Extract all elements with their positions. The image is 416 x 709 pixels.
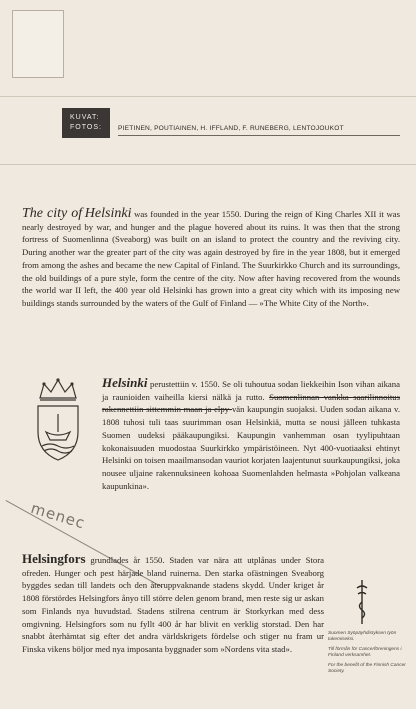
cancer-society-note [328, 631, 408, 678]
handwritten-signature: menec [28, 499, 88, 533]
finnish-body-part2: vän kaupungin suojaksi. Uuden sodan aikana v. 1808 tuhosi tuli taas suurimman osan Helsinkiä, mutta se nousi jälleen tuhkasta Suomen uudeksi pääkaupungiksi. Kaupungin vanhemman osan tyylipuhtaan kokonaisuuden muodostaa Suurkirkko ympäristöineen. Nyt 400-vuotiaaksi ehtinyt Helsinki on toisen maailmansodan vauriot korjaten laajentunut suurkaupungiksi, joka nousee uljaine rakennuksineen kohoaa Suomenlahden helmasta »Pohjolan valkeana kaupunkina». [102, 404, 400, 491]
credits-names: PIETINEN, POUTIAINEN, H. IFFLAND, F. RUNEBERG, LENTOJOUKOT [118, 125, 344, 132]
english-paragraph [22, 208, 400, 310]
credits-label-line1: KUVAT: [70, 114, 100, 121]
swedish-body: grundlades år 1550. Staden var nära att utplånas under Stora ofreden. Hunger och pest härjade bland ruinerna. Den starka ofästningen Sveaborg byggdes sedan till landets och den återuppvaknande stadens skydd. Under kriget år 1808 förstördes Helsingfors ånyo till större delen genom brand, men reste sig ur askan som Finlands nya huvudstad. Stadens stilrena centrum är Storkyrkan med dess omgivning. Helsingfors som nu fyllt 400 år har blivit en verklig storstad. Den har snabbt återhämtat sig efter det andra världskrigets fördelse och stiger nu fram ur Finska vikens böljor med nya imposanta byggnader som »Nordens vita stad». [22, 555, 324, 654]
society-note-finnish: Suomen Syöpäyhdistyksen työn tukemiseksi. [328, 631, 397, 643]
swedish-city-name: Helsingfors [22, 551, 86, 566]
english-city-name: Helsinki [84, 206, 132, 221]
cancer-society-emblem-icon [355, 578, 369, 626]
top-fold-line [0, 96, 416, 97]
finnish-paragraph [102, 377, 400, 492]
credits-label-box [62, 108, 110, 138]
swedish-paragraph [22, 553, 324, 656]
finnish-struck-line: Suomenlinnan vankka saarilinnoitus rakennettiin sittemmin maan ja elpy- [102, 391, 400, 415]
english-body: was founded in the year 1550. During the reign of King Charles XII it was nearly destroyed by war, and hunger and the plague hovered about its ruins. It was then that the strong fortress of Suomenlinna (Sveaborg) was built on an island to protect the country and the reviving city. During another war the greater part of the city was again destroyed by fire in the year 1808, but it emerged from among the ashes and became the new Capital of Finland. The Suurkirkko Church and its surroundings, the old buildings of a pure style, form the centre of the city. Now after having recovered from the wounds the world war II left, the 400 year old Helsinki has grown into a great city which with its imposing new buildings stands surrounded by the waters of the Gulf of Finland — »The White City of the North». [22, 209, 401, 308]
helsinki-coat-of-arms-icon [30, 374, 86, 462]
photo-credits [62, 108, 402, 138]
english-lead: The city of [22, 206, 83, 221]
finnish-body-part1: perustettiin v. 1550. Se oli tuhoutua sodan liekkeihin Ison vihan aikana ja raunioiden vaiheilla kiersi nälkä ja rutto. [102, 379, 400, 402]
stamp-box [12, 10, 64, 78]
finnish-city-name: Helsinki [102, 375, 148, 390]
credits-label-line2: FOTOS: [70, 124, 102, 131]
credits-rule [118, 135, 400, 136]
middle-fold-line [0, 164, 416, 165]
society-note-english: For the benefit of the Finnish Cancer Society. [328, 662, 406, 675]
society-note-swedish: Till förmån för Cancerföreningens i Finland verksamhet. [328, 646, 402, 659]
